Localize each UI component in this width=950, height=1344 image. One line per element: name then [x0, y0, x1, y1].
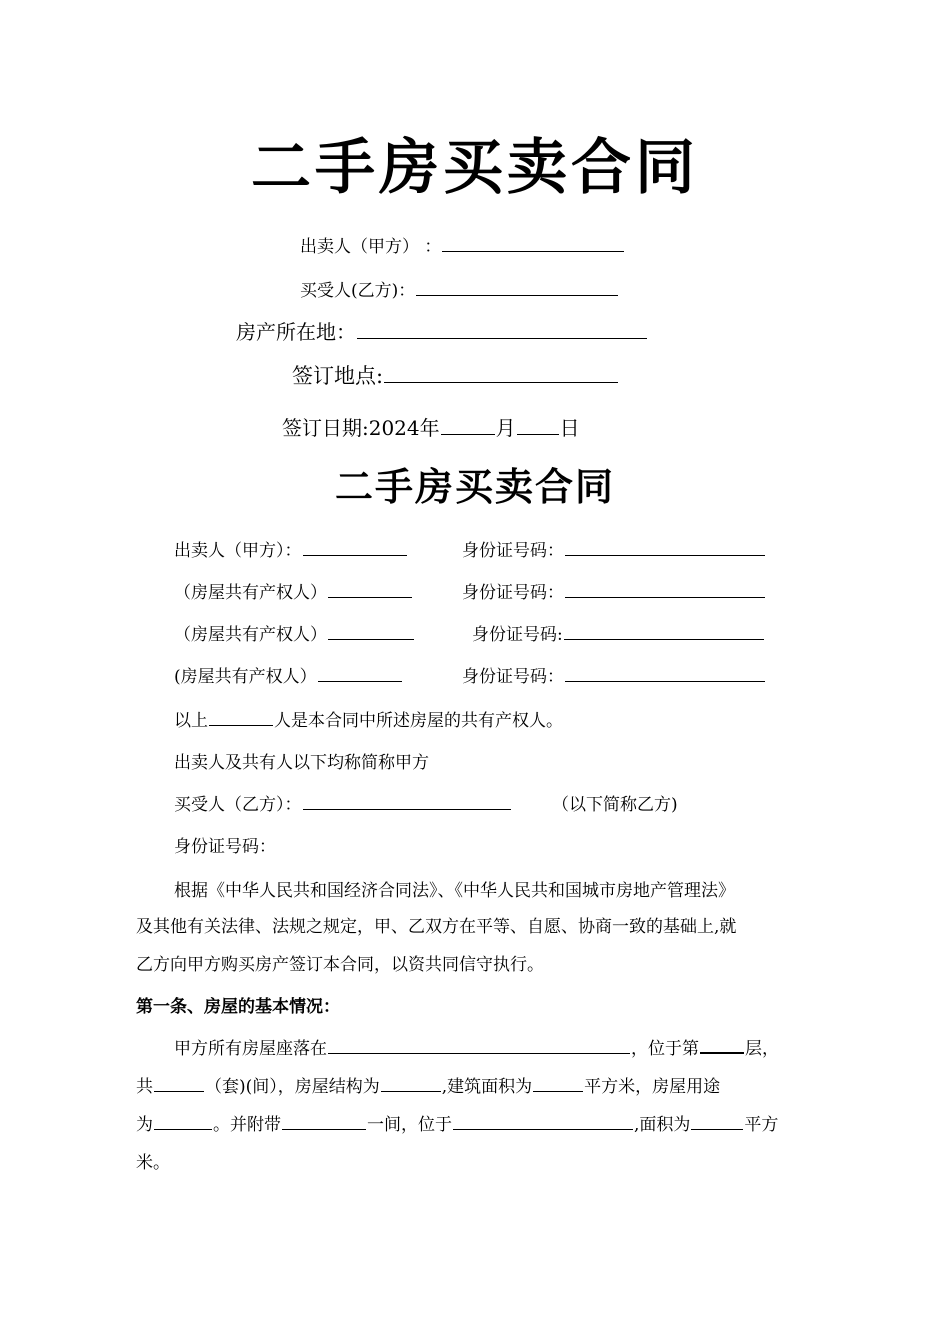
buyer-row: [174, 790, 512, 815]
party-name-blank: [303, 554, 407, 556]
cover-seller-row: [300, 232, 625, 257]
cover-title: 二手房买卖合同: [251, 133, 699, 203]
party-id-label: 身份证号码：: [462, 541, 564, 561]
party-id-4: [462, 662, 766, 687]
seller-note: 出卖人及共有人以下均称简称甲方: [174, 753, 429, 773]
floor-blank: [700, 1051, 744, 1054]
area-blank: [533, 1090, 583, 1092]
party-row-1: [174, 536, 408, 561]
article1-line-4: 米。: [136, 1153, 170, 1173]
structure-blank: [381, 1090, 441, 1092]
article1-text: 平方: [744, 1115, 779, 1135]
article1-text: ,建筑面积为: [441, 1077, 533, 1097]
article1-text: （套)(间），房屋结构为: [205, 1077, 380, 1097]
party-id-label: 身份证号码：: [462, 583, 564, 603]
party-row-3: [174, 620, 415, 645]
party-id-1: [462, 536, 766, 561]
buyer-name-blank: [303, 808, 511, 810]
party-id-blank: [565, 554, 765, 556]
article1-text: 层，: [745, 1039, 779, 1059]
party-id-label: 身份证号码:: [472, 625, 563, 645]
article1-text: ，位于第: [631, 1039, 699, 1059]
party-row-4: [174, 662, 403, 687]
cover-buyer-row: [300, 276, 619, 301]
cover-property-label: 房产所在地：: [236, 320, 356, 344]
article1-text: 。并附带: [213, 1115, 281, 1135]
cover-property-row: [236, 316, 648, 345]
cover-sign-place-label: 签订地点:: [292, 364, 384, 388]
preamble-line-1: 根据《中华人民共和国经济合同法》、《中华人民共和国城市房地产管理法》: [174, 881, 735, 901]
preamble-line-3: 乙方向甲方购买房产签订本合同，以资共同信守执行。: [136, 955, 544, 975]
cover-sign-date-row: [282, 412, 580, 441]
party-id-3: [472, 620, 765, 645]
article1-text: 为: [136, 1115, 153, 1135]
cover-buyer-label: 买受人(乙方)：: [300, 281, 416, 301]
article1-line-3: [136, 1110, 778, 1135]
cover-sign-place-blank: [384, 381, 618, 383]
party-id-blank: [565, 596, 765, 598]
party-name-blank: [328, 638, 414, 640]
party-label: 出卖人（甲方）：: [174, 541, 302, 561]
cover-month-label: 月: [495, 416, 516, 440]
article1-line-1: [174, 1034, 779, 1059]
party-id-blank: [565, 680, 765, 682]
cover-day-blank: [517, 433, 559, 435]
buyer-label: 买受人（乙方）：: [174, 795, 302, 815]
cover-day-label: 日: [559, 416, 580, 440]
article1-text: 平方米，房屋用途: [584, 1077, 721, 1097]
cover-seller-label: 出卖人（甲方） ：: [300, 237, 442, 257]
party-label: (房屋共有产权人）: [174, 667, 317, 687]
coowners-suffix: 人是本合同中所述房屋的共有产权人。: [274, 711, 563, 731]
article1-title: 第一条、房屋的基本情况：: [136, 997, 340, 1017]
article1-line-2: [136, 1072, 720, 1097]
party-id-label: 身份证号码：: [462, 667, 564, 687]
cover-buyer-blank: [416, 294, 618, 296]
buyer-note: （以下简称乙方): [552, 795, 678, 815]
coowners-prefix: 以上: [174, 711, 208, 731]
unit-count-blank: [154, 1090, 204, 1092]
cover-property-blank: [357, 337, 647, 339]
buyer-id-label: 身份证号码：: [174, 837, 276, 857]
party-id-2: [462, 578, 766, 603]
contract-title: 二手房买卖合同: [334, 465, 615, 509]
article1-text: ,面积为: [634, 1115, 691, 1135]
party-id-blank: [564, 638, 764, 640]
cover-sign-place-row: [292, 360, 619, 390]
attached-area-blank: [691, 1128, 743, 1130]
coowners-line: [174, 706, 563, 731]
preamble-line-2: 及其他有关法律、法规之规定，甲、乙双方在平等、自愿、协商一致的基础上,就: [136, 917, 737, 937]
article1-text: 一间，位于: [367, 1115, 452, 1135]
property-location-blank: [328, 1052, 630, 1054]
article1-text: 甲方所有房屋座落在: [174, 1039, 327, 1059]
party-name-blank: [328, 596, 412, 598]
attached-location-blank: [453, 1128, 633, 1130]
article1-text: 共: [136, 1077, 153, 1097]
cover-seller-blank: [442, 250, 624, 252]
attached-blank: [282, 1128, 366, 1130]
coowners-count-blank: [209, 724, 273, 726]
usage-blank: [154, 1128, 212, 1130]
cover-year-month-blank: [441, 433, 495, 435]
party-row-2: [174, 578, 413, 603]
party-name-blank: [318, 680, 402, 682]
party-label: （房屋共有产权人）: [174, 583, 327, 603]
party-label: （房屋共有产权人）: [174, 625, 327, 645]
cover-sign-date-prefix: 签订日期:2024年: [282, 416, 440, 440]
